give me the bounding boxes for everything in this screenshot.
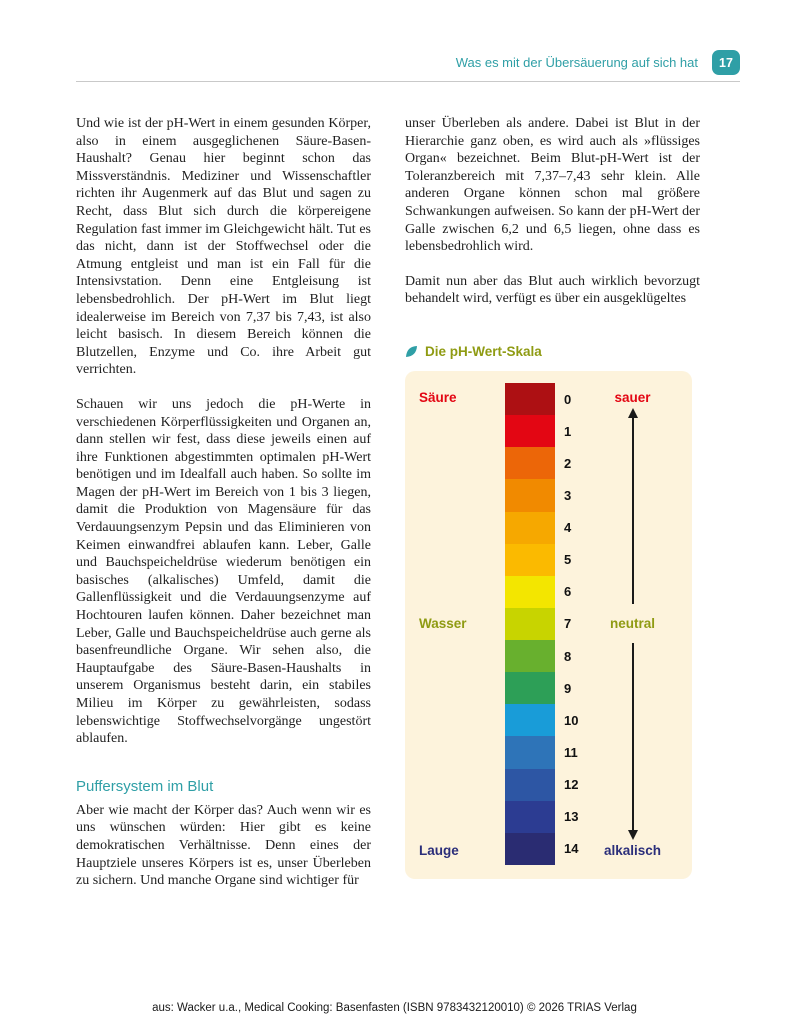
- label-neutral: neutral: [609, 616, 655, 632]
- left-column: [76, 115, 371, 907]
- figure-title-text: Die pH-Wert-Skala: [425, 343, 542, 359]
- ph-scale-bar: [505, 383, 555, 865]
- ph-number-2: 2: [564, 455, 572, 471]
- footer-text: aus: Wacker u.a., Medical Cooking: Basenfasten (ISBN 9783432120010) © 2026 TRIAS Verlag: [152, 1002, 637, 1014]
- ph-number-0: 0: [564, 391, 572, 407]
- ph-segment-6: [505, 576, 555, 608]
- section-heading: Puffersystem im Blut: [76, 777, 214, 795]
- ph-segment-12: [505, 769, 555, 801]
- page-footer: [0, 1002, 789, 1014]
- ph-scale-left-labels: [419, 383, 505, 865]
- ph-number-13: 13: [564, 809, 579, 825]
- ph-segment-8: [505, 640, 555, 672]
- ph-number-9: 9: [564, 680, 572, 696]
- paragraph: Schauen wir uns jedoch die pH-Werte in verschiedenen Körperflüssigkeiten und Organen an, dann stellen wir fest, dass diese jeweils einen auf ihre Funktionen abgestimmten optimalen pH-Wert benötigen und im Idealfall auch haben. So sollte im Magen der pH-Wert im Bereich von 1 bis 3 liegen, damit die Produktion von Magensäure für das Verdauungsenzym Pepsin und das Eliminieren von Keimen einwandfrei ablaufen kann. Leber, Galle und Bauchspeicheldrüse wiederum benötigen ein basisches (alkalisches) Umfeld, damit die Gallenflüssigkeit und die Verdauungsenzyme auf Hochtouren laufen können. Daher bezeichnet man Leber, Galle und Bauchspeicheldrüse auch gerne als basenfreundliche Organe. Wir sehen also, die Hauptaufgabe des Säure-Basen-Haushalts in unserem Organismus besteht darin, ein stabiles Milieu im Körper zu gewährleisten, sodass lebenswichtige Stoffwechselvorgänge ungestört ablaufen.: [76, 396, 371, 747]
- ph-segment-14: [505, 833, 555, 865]
- running-head: Was es mit der Übersäuerung auf sich hat: [455, 55, 698, 70]
- label-alkalisch: alkalisch: [603, 842, 662, 858]
- ph-segment-0: [505, 383, 555, 415]
- right-column: [405, 115, 700, 907]
- ph-segment-13: [505, 801, 555, 833]
- label-lauge: Lauge: [419, 842, 459, 858]
- ph-segment-7: [505, 608, 555, 640]
- ph-scale-figure: [405, 371, 692, 879]
- ph-segment-5: [505, 544, 555, 576]
- ph-number-3: 3: [564, 487, 572, 503]
- ph-number-11: 11: [564, 745, 578, 761]
- paragraph: unser Überleben als andere. Dabei ist Blut in der Hierarchie ganz oben, es wird auch als »flüssiges Organ« bezeichnet. Beim Blut-pH-Wert ist der Toleranzbereich mit 7,37–7,43 sehr klein. Alle anderen Organe können schon mal größere Schwankungen aufweisen. So kann der pH-Wert der Galle zwischen 6,2 und 6,5 liegen, ohne dass es lebensbedrohlich wird.: [405, 116, 700, 255]
- label-sauer: sauer: [614, 389, 651, 405]
- ph-number-7: 7: [564, 616, 572, 632]
- figure-title: [405, 344, 700, 359]
- ph-segment-10: [505, 704, 555, 736]
- ph-number-12: 12: [564, 777, 579, 793]
- page-number-badge: 17: [712, 50, 740, 75]
- ph-scale-right-labels: [589, 383, 676, 865]
- ph-number-1: 1: [564, 423, 572, 439]
- paragraph: Aber wie macht der Körper das? Auch wenn wir es uns wünschen würden: Hier gibt es keine demokratischen Verhältnisse. Denn eines der Hauptziele unseres Körpers ist es, unser Überleben zu sichern. Und manche Organe sind wichtiger für: [76, 802, 371, 889]
- label-wasser: Wasser: [419, 616, 467, 632]
- ph-segment-2: [505, 447, 555, 479]
- label-saeure: Säure: [419, 389, 457, 405]
- arrow-up-icon: [632, 417, 634, 605]
- leaf-icon: [405, 345, 418, 358]
- ph-segment-4: [505, 512, 555, 544]
- paragraph: Und wie ist der pH-Wert in einem gesunden Körper, also in einem ausgeglichenen Säure-Basen-Haushalt? Genau hier beginnt schon das Missverständnis. Mediziner und Wissenschaftler richten ihr Augenmerk auf das Blut und sagen zu Recht, dass Blut sich durch die körpereigene Regulation fast immer im Gleichgewicht hält. Tut es das nicht, dann ist der Stoffwechsel oder die Atmung entgleist und man ist ein Fall für die Intensivstation. Denn eine Entgleisung ist lebensbedrohlich. Der pH-Wert im Blut liegt idealerweise im Bereich von 7,37 bis 7,43, ist also leicht basisch. In diesem Bereich können die Blutzellen, Enzyme und Co. ihre Arbeit gut verrichten.: [76, 116, 371, 378]
- header-rule: [76, 81, 740, 82]
- ph-number-10: 10: [564, 712, 579, 728]
- ph-number-5: 5: [564, 552, 572, 568]
- ph-segment-1: [505, 415, 555, 447]
- ph-scale-numbers: [555, 383, 589, 865]
- ph-number-14: 14: [564, 841, 579, 857]
- ph-segment-11: [505, 736, 555, 768]
- ph-number-8: 8: [564, 648, 572, 664]
- ph-segment-9: [505, 672, 555, 704]
- ph-number-4: 4: [564, 520, 572, 536]
- ph-segment-3: [505, 479, 555, 511]
- arrow-down-icon: [632, 643, 634, 831]
- content: [76, 115, 700, 907]
- page-header: [76, 50, 740, 75]
- ph-number-6: 6: [564, 584, 572, 600]
- paragraph: Damit nun aber das Blut auch wirklich bevorzugt behandelt wird, verfügt es über ein ausgeklügeltes: [405, 273, 700, 307]
